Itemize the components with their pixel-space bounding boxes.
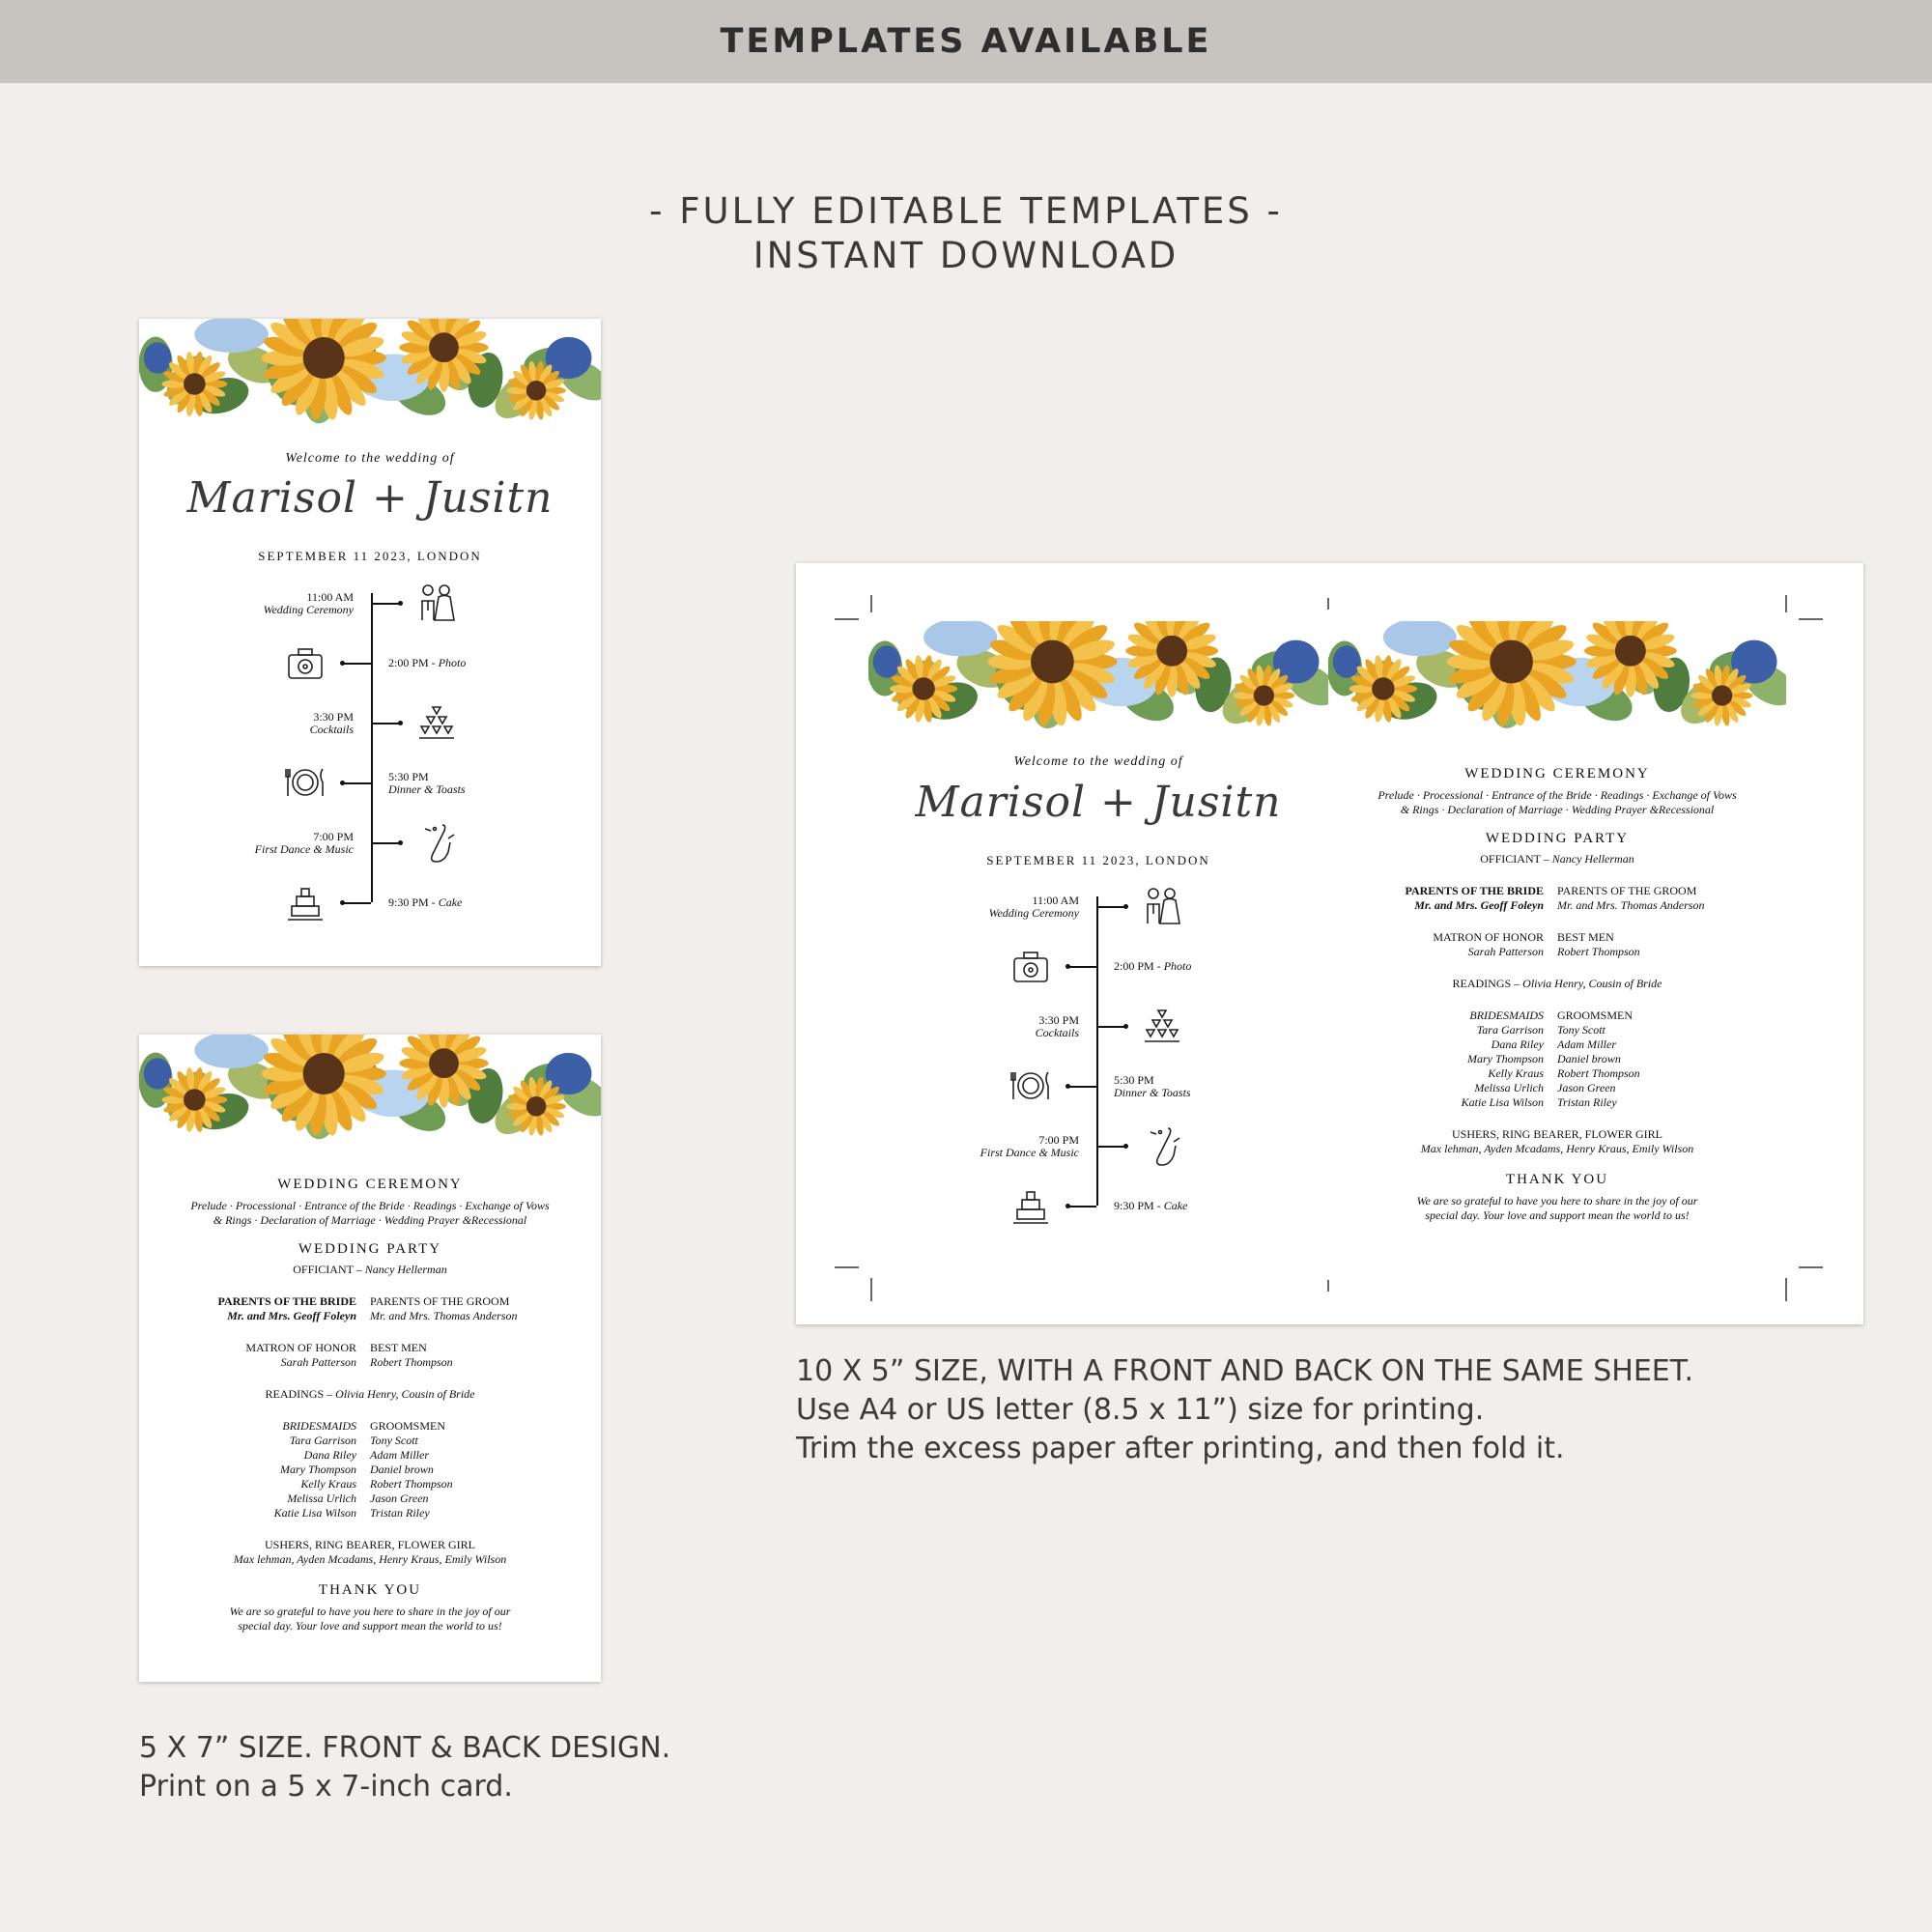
- readings-label: READINGS –: [265, 1387, 333, 1401]
- crop-mark: [1799, 1266, 1823, 1268]
- groomsman-name: Daniel brown: [370, 1463, 434, 1476]
- floral-illustration: [139, 1035, 601, 1165]
- honor-row: [1328, 930, 1786, 959]
- timeline-dot: [1123, 904, 1128, 909]
- welcome-text: Welcome to the wedding of: [1013, 754, 1183, 769]
- parents-groom-name: Mr. and Mrs. Thomas Anderson: [1557, 898, 1705, 912]
- readings-row: [139, 1387, 601, 1402]
- bridesmaid-name: Katie Lisa Wilson: [1461, 1095, 1544, 1109]
- parents-bride-name: Mr. and Mrs. Geoff Foleyn: [227, 1309, 356, 1322]
- honor-row: [139, 1341, 601, 1370]
- thank-you-line: special day. Your love and support mean the world to us!: [1425, 1208, 1690, 1222]
- officiant-row: [139, 1263, 601, 1277]
- timeline-event: Dinner & Toasts: [388, 782, 466, 796]
- timeline-label: [944, 1014, 1079, 1039]
- banner-title: TEMPLATES AVAILABLE: [720, 22, 1212, 61]
- timeline-dot: [340, 900, 345, 905]
- groomsman-name: Jason Green: [1557, 1081, 1616, 1094]
- groomsman-name: Robert Thompson: [1557, 1066, 1640, 1080]
- officiant-name: Nancy Hellerman: [364, 1263, 447, 1276]
- timeline-tick: [342, 902, 371, 904]
- welcome-text: Welcome to the wedding of: [285, 451, 455, 466]
- saxophone-icon: [1141, 1124, 1183, 1172]
- folded-card-10x5: [796, 563, 1863, 1324]
- timeline-event: Wedding Ceremony: [988, 906, 1079, 920]
- timeline-tick: [371, 842, 400, 844]
- timeline-time: 7:00 PM: [313, 830, 354, 843]
- timeline-axis: [371, 593, 373, 902]
- couple-names: Marisol + Jusitn: [915, 778, 1282, 827]
- crop-mark: [835, 1266, 859, 1268]
- readings-row: [1328, 977, 1786, 991]
- timeline-label: [1114, 1074, 1259, 1099]
- timeline-time: 5:30 PM: [1114, 1073, 1154, 1087]
- timeline-label: [218, 591, 354, 616]
- timeline-time: 2:00 PM -: [388, 656, 436, 669]
- bridesmaid-name: Tara Garrison: [1476, 1023, 1544, 1037]
- floral-illustration: [139, 319, 601, 449]
- bridesmaid-name: Melissa Urlich: [287, 1492, 356, 1505]
- timeline-time: 11:00 AM: [1032, 894, 1079, 907]
- timeline-dot: [1065, 964, 1070, 969]
- caption-line: Trim the excess paper after printing, and then fold it.: [796, 1432, 1565, 1465]
- thank-you-line: We are so grateful to have you here to share in the joy of our: [1416, 1194, 1698, 1208]
- party-title: WEDDING PARTY: [298, 1241, 442, 1257]
- timeline-dot: [1123, 1024, 1128, 1029]
- groomsmen-label: GROOMSMEN: [1557, 1009, 1634, 1022]
- timeline-tick: [1096, 1026, 1125, 1028]
- parents-groom-label: PARENTS OF THE GROOM: [370, 1294, 510, 1308]
- bestmen-name: Robert Thompson: [1557, 945, 1640, 958]
- groomsman-name: Adam Miller: [370, 1448, 429, 1462]
- thank-you-line: special day. Your love and support mean the world to us!: [238, 1619, 502, 1633]
- timeline-event: Dinner & Toasts: [1114, 1086, 1191, 1099]
- top-banner: [0, 0, 1932, 83]
- officiant-label: OFFICIANT –: [293, 1263, 362, 1276]
- ceremony-title: WEDDING CEREMONY: [277, 1177, 463, 1192]
- parents-groom-name: Mr. and Mrs. Thomas Anderson: [370, 1309, 518, 1322]
- timeline-event: Cake: [1163, 1199, 1188, 1212]
- timeline-tick: [371, 603, 400, 605]
- timeline-time: 9:30 PM -: [388, 895, 436, 909]
- timeline-axis: [1096, 896, 1098, 1206]
- groomsman-name: Tony Scott: [370, 1434, 418, 1447]
- attendants-row: [1328, 1009, 1786, 1110]
- timeline-event: First Dance & Music: [254, 842, 354, 856]
- timeline-dot: [1065, 1084, 1070, 1089]
- bridesmaid-name: Mary Thompson: [1466, 1052, 1544, 1065]
- dinner-plate-icon: [284, 761, 327, 809]
- thank-you-title: THANK YOU: [1505, 1172, 1609, 1187]
- groomsman-name: Tristan Riley: [370, 1506, 430, 1520]
- timeline-time: 9:30 PM -: [1114, 1199, 1161, 1212]
- attendants-row: [139, 1419, 601, 1520]
- groomsman-name: Adam Miller: [1557, 1037, 1616, 1051]
- headline-line-2: INSTANT DOWNLOAD: [753, 235, 1179, 276]
- wedding-cake-icon: [284, 881, 327, 928]
- groomsman-name: Tony Scott: [1557, 1023, 1605, 1037]
- caption-line: 5 X 7” SIZE. FRONT & BACK DESIGN.: [139, 1731, 671, 1765]
- timeline-label: [388, 771, 533, 796]
- timeline-tick: [1067, 966, 1096, 968]
- bestmen-label: BEST MEN: [370, 1341, 427, 1354]
- wedding-date: SEPTEMBER 11 2023, LONDON: [986, 853, 1210, 867]
- timeline-dot: [1123, 1144, 1128, 1149]
- timeline-tick: [1096, 906, 1125, 908]
- timeline-label: [1114, 960, 1259, 973]
- officiant-name: Nancy Hellerman: [1551, 852, 1634, 866]
- back-card-5x7: [139, 1035, 601, 1682]
- timeline-label: [944, 1134, 1079, 1159]
- timeline-dot: [398, 601, 403, 606]
- timeline-dot: [398, 721, 403, 725]
- ushers-names: Max lehman, Ayden Mcadams, Henry Kraus, Emily Wilson: [1420, 1142, 1694, 1155]
- officiant-row: [1328, 852, 1786, 867]
- matron-name: Sarah Patterson: [280, 1355, 356, 1369]
- bridesmaid-name: Mary Thompson: [279, 1463, 356, 1476]
- caption-line: Print on a 5 x 7-inch card.: [139, 1770, 513, 1804]
- timeline-tick: [342, 782, 371, 784]
- timeline-time: 5:30 PM: [388, 770, 429, 783]
- timeline-tick: [342, 663, 371, 665]
- parents-row: [1328, 884, 1786, 913]
- champagne-tower-icon: [415, 701, 458, 749]
- timeline-time: 3:30 PM: [313, 710, 354, 724]
- bride-groom-icon: [415, 582, 458, 629]
- ushers-label: USHERS, RING BEARER, FLOWER GIRL: [264, 1538, 475, 1551]
- bridesmaid-name: Melissa Urlich: [1474, 1081, 1544, 1094]
- ushers-names: Max lehman, Ayden Mcadams, Henry Kraus, Emily Wilson: [233, 1552, 507, 1566]
- bestmen-label: BEST MEN: [1557, 930, 1614, 944]
- bridesmaid-name: Dana Riley: [303, 1448, 356, 1462]
- timeline-label: [1114, 1200, 1259, 1212]
- headline: [0, 189, 1932, 278]
- bride-groom-icon: [1141, 885, 1183, 932]
- caption-line: Use A4 or US letter (8.5 x 11”) size for printing.: [796, 1393, 1485, 1427]
- champagne-tower-icon: [1141, 1005, 1183, 1052]
- timeline-tick: [1067, 1086, 1096, 1088]
- camera-icon: [1009, 945, 1052, 992]
- ceremony-order-line: Prelude · Processional · Entrance of the Bride · Readings · Exchange of Vows: [190, 1199, 550, 1212]
- parents-bride-name: Mr. and Mrs. Geoff Foleyn: [1414, 898, 1544, 912]
- timeline-label: [218, 711, 354, 736]
- crop-mark: [1799, 618, 1823, 620]
- groomsman-name: Robert Thompson: [370, 1477, 453, 1491]
- bridesmaid-name: Tara Garrison: [289, 1434, 356, 1447]
- timeline-event: Cake: [438, 895, 463, 909]
- timeline-time: 3:30 PM: [1038, 1013, 1079, 1027]
- timeline-event: Wedding Ceremony: [263, 603, 354, 616]
- timeline-event: Photo: [1163, 959, 1192, 973]
- front-card-5x7: [139, 319, 601, 966]
- ceremony-order-line: Prelude · Processional · Entrance of the Bride · Readings · Exchange of Vows: [1378, 788, 1737, 802]
- bridesmaid-name: Kelly Kraus: [300, 1477, 356, 1491]
- bridesmaids-label: BRIDESMAIDS: [1469, 1009, 1544, 1022]
- timeline-label: [218, 831, 354, 856]
- parents-bride-label: PARENTS OF THE BRIDE: [217, 1294, 356, 1308]
- timeline-tick: [371, 723, 400, 724]
- readings-name: Olivia Henry, Cousin of Bride: [1522, 977, 1662, 990]
- timeline-label: [944, 895, 1079, 920]
- timeline-event: Cocktails: [309, 723, 354, 736]
- timeline-time: 2:00 PM -: [1114, 959, 1161, 973]
- timeline-event: Cocktails: [1035, 1026, 1079, 1039]
- bridesmaid-name: Dana Riley: [1491, 1037, 1544, 1051]
- timeline-label: [388, 896, 533, 909]
- readings-label: READINGS –: [1452, 977, 1520, 990]
- caption-5x7-card: [139, 1729, 815, 1806]
- readings-name: Olivia Henry, Cousin of Bride: [335, 1387, 475, 1401]
- timeline-tick: [1067, 1206, 1096, 1208]
- officiant-label: OFFICIANT –: [1480, 852, 1549, 866]
- thank-you-title: THANK YOU: [318, 1582, 422, 1598]
- parents-bride-label: PARENTS OF THE BRIDE: [1405, 884, 1544, 897]
- couple-names: Marisol + Jusitn: [186, 473, 554, 523]
- timeline-dot: [340, 781, 345, 785]
- bridesmaids-label: BRIDESMAIDS: [282, 1419, 356, 1433]
- timeline-dot: [1065, 1204, 1070, 1208]
- parents-row: [139, 1294, 601, 1323]
- timeline-dot: [398, 840, 403, 845]
- groomsman-name: Daniel brown: [1557, 1052, 1621, 1065]
- saxophone-icon: [415, 821, 458, 868]
- timeline-time: 7:00 PM: [1038, 1133, 1079, 1147]
- timeline-label: [388, 657, 533, 669]
- bridesmaid-name: Kelly Kraus: [1488, 1066, 1544, 1080]
- parents-groom-label: PARENTS OF THE GROOM: [1557, 884, 1697, 897]
- groomsman-name: Tristan Riley: [1557, 1095, 1617, 1109]
- bridesmaid-name: Katie Lisa Wilson: [273, 1506, 356, 1520]
- ushers-label: USHERS, RING BEARER, FLOWER GIRL: [1451, 1127, 1662, 1141]
- matron-label: MATRON OF HONOR: [245, 1341, 356, 1354]
- caption-folded-card: [796, 1352, 1907, 1468]
- timeline-dot: [340, 661, 345, 666]
- matron-label: MATRON OF HONOR: [1433, 930, 1544, 944]
- timeline-event: Photo: [438, 656, 467, 669]
- groomsmen-label: GROOMSMEN: [370, 1419, 446, 1433]
- party-title: WEDDING PARTY: [1485, 831, 1630, 846]
- wedding-cake-icon: [1009, 1184, 1052, 1232]
- crop-mark: [835, 618, 859, 620]
- ceremony-title: WEDDING CEREMONY: [1464, 766, 1650, 781]
- bestmen-name: Robert Thompson: [370, 1355, 453, 1369]
- timeline-tick: [1096, 1146, 1125, 1148]
- timeline-time: 11:00 AM: [306, 590, 354, 604]
- dinner-plate-icon: [1009, 1065, 1052, 1112]
- caption-line: 10 X 5” SIZE, WITH A FRONT AND BACK ON THE SAME SHEET.: [796, 1354, 1694, 1388]
- headline-line-1: - FULLY EDITABLE TEMPLATES -: [649, 190, 1283, 232]
- camera-icon: [284, 641, 327, 689]
- timeline-event: First Dance & Music: [980, 1146, 1079, 1159]
- ceremony-order-line: & Rings · Declaration of Marriage · Wedding Prayer &Recessional: [213, 1213, 527, 1227]
- matron-name: Sarah Patterson: [1467, 945, 1544, 958]
- ceremony-order-line: & Rings · Declaration of Marriage · Wedding Prayer &Recessional: [1400, 803, 1715, 816]
- wedding-date: SEPTEMBER 11 2023, LONDON: [258, 549, 482, 563]
- thank-you-line: We are so grateful to have you here to share in the joy of our: [229, 1605, 511, 1618]
- groomsman-name: Jason Green: [370, 1492, 429, 1505]
